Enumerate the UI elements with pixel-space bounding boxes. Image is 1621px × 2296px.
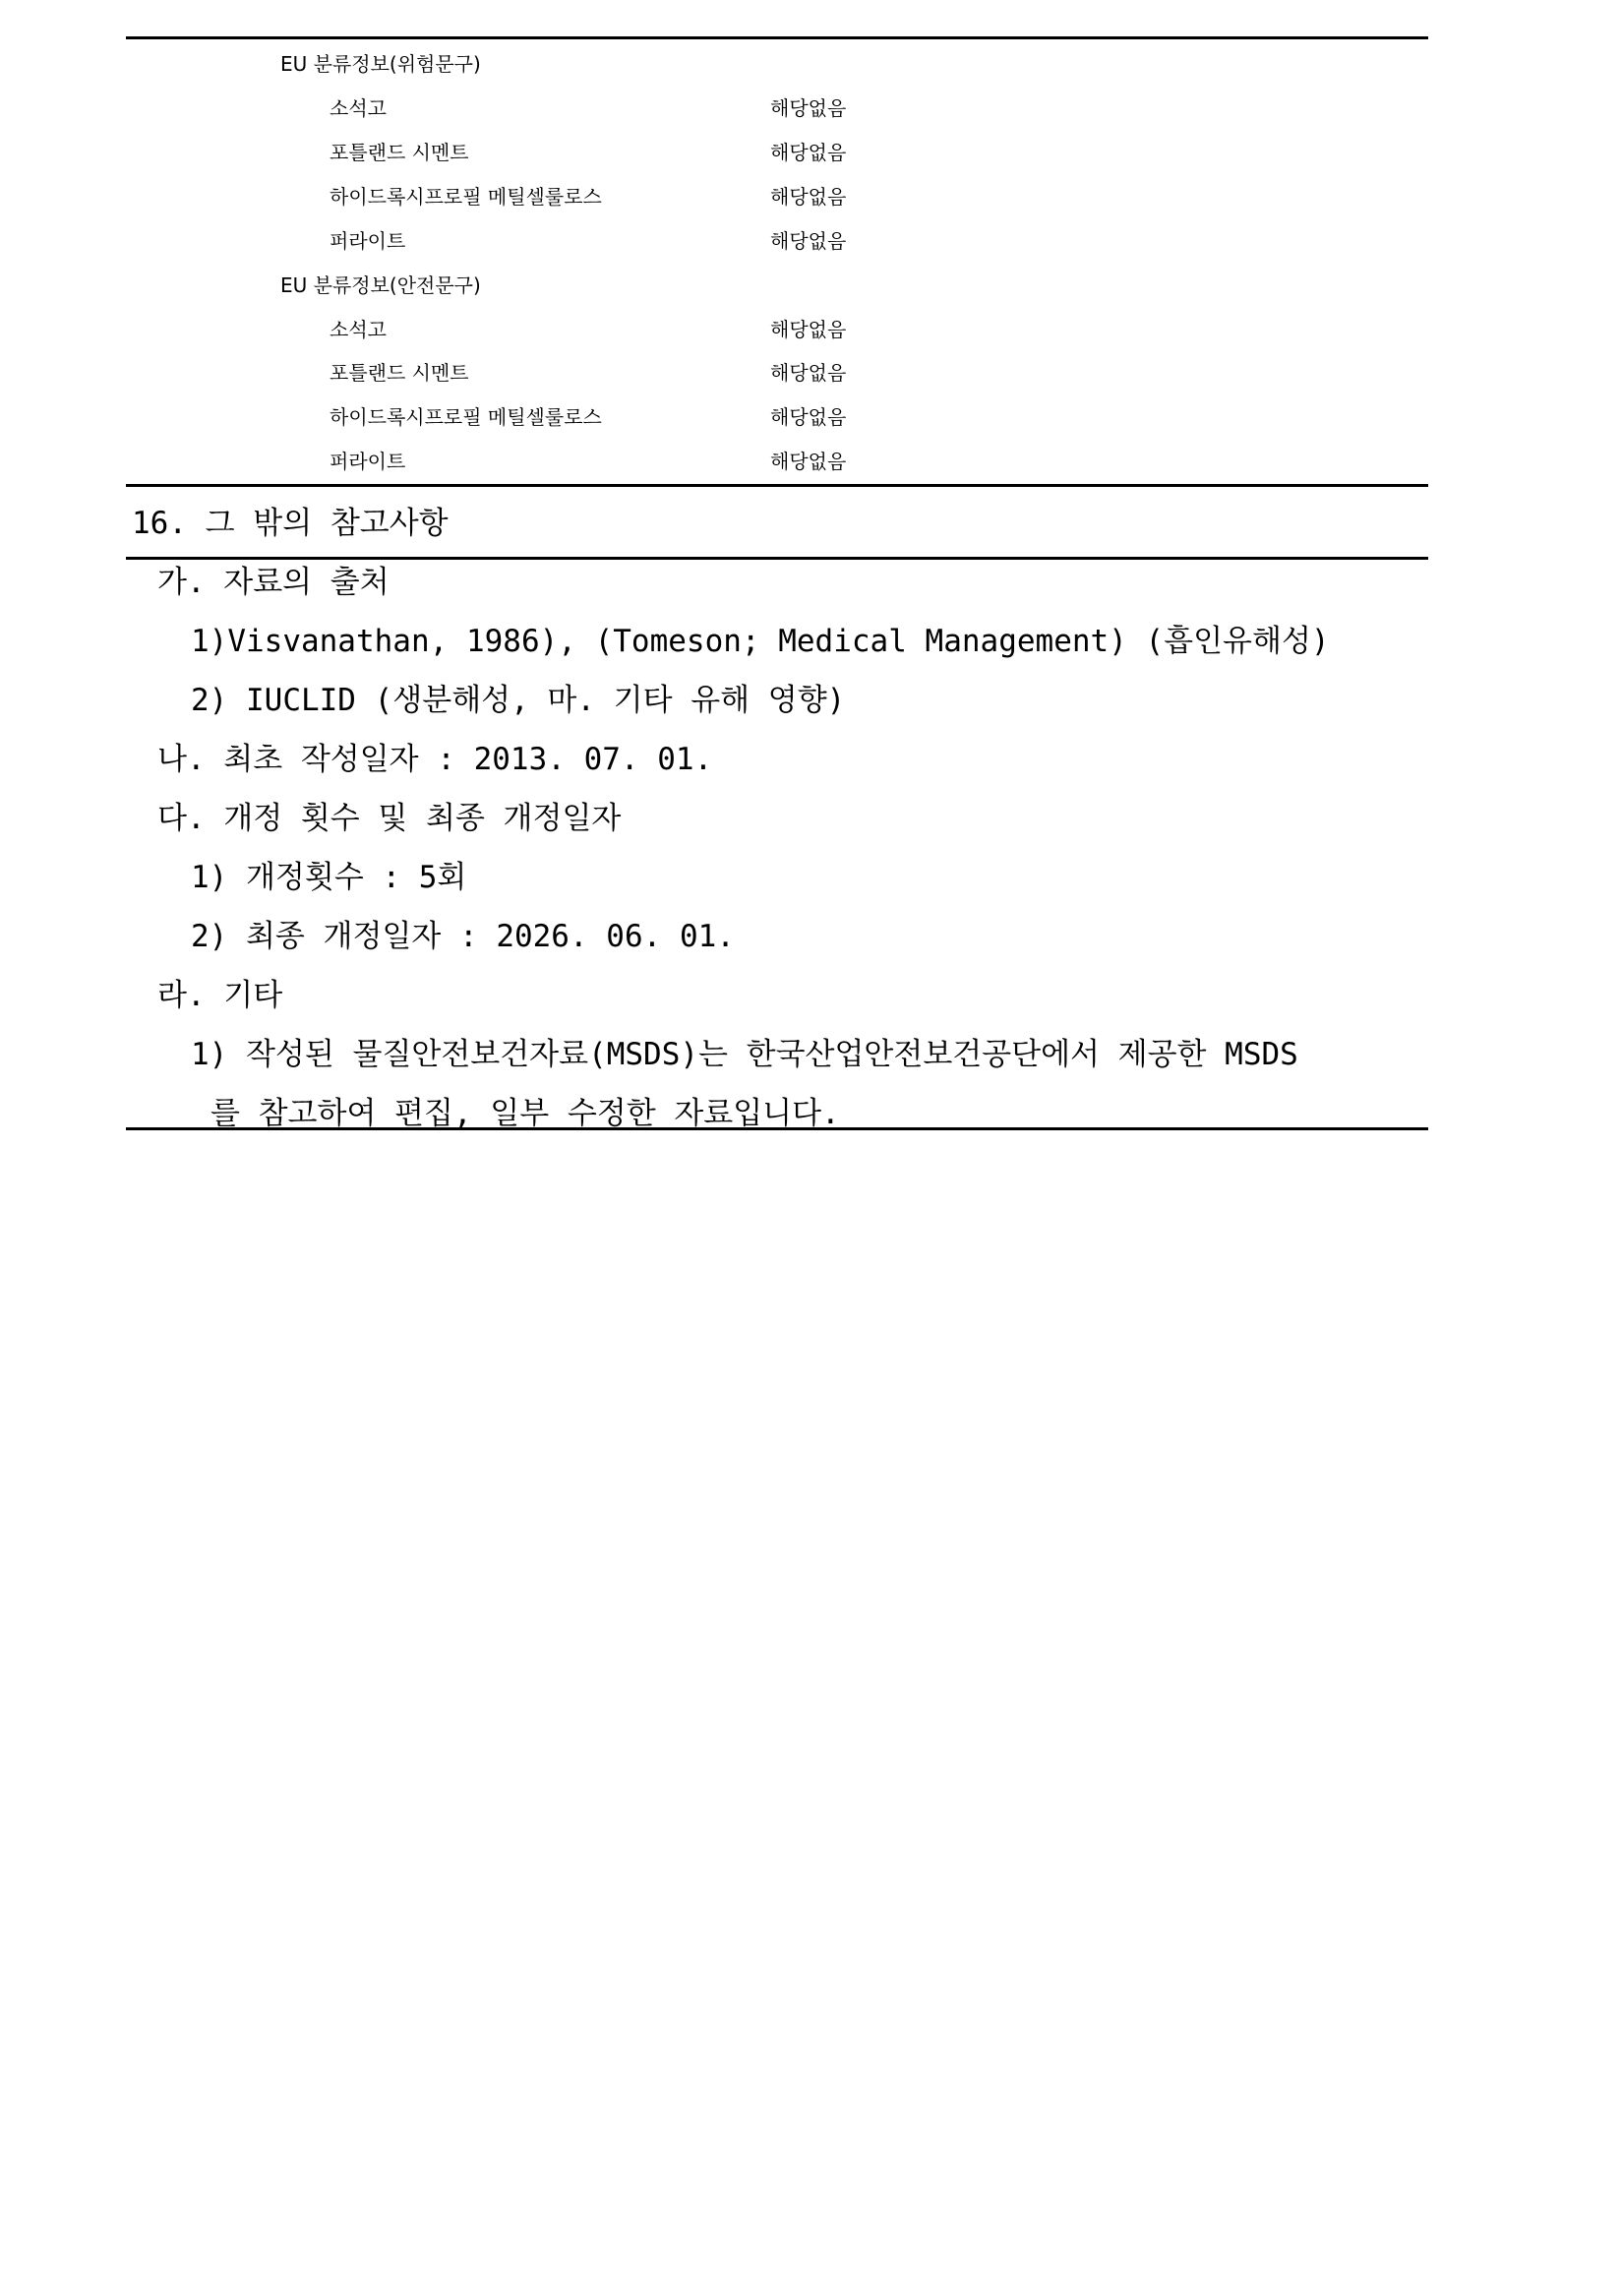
source-item: 1)Visvanathan, 1986), (Tomeson; Medical Management) (흡인유해성) [191,624,1330,659]
eu-safety-row-name: 소석고 [330,318,387,341]
eu-risk-row-value: 해당없음 [770,141,847,164]
top-rule [126,36,1428,39]
eu-safety-heading: EU 분류정보(안전문구) [280,273,481,297]
revision-heading: 다. 개정 횟수 및 최종 개정일자 [157,801,622,836]
eu-safety-row-value: 해당없음 [770,361,847,385]
eu-risk-row-name: 퍼라이트 [330,229,406,253]
eu-risk-row-name: 소석고 [330,96,387,120]
section-title-rule [126,557,1428,560]
other-note-line: 1) 작성된 물질안전보건자료(MSDS)는 한국산업안전보건공단에서 제공한 MSDS [191,1037,1298,1072]
eu-safety-row-value: 해당없음 [770,318,847,341]
eu-risk-row-value: 해당없음 [770,96,847,120]
eu-safety-row-name: 퍼라이트 [330,450,406,473]
section-divider-rule [126,484,1428,487]
eu-risk-heading: EU 분류정보(위험문구) [280,52,481,76]
eu-risk-row-name: 하이드록시프로필 메틸셀룰로스 [330,185,602,209]
eu-risk-row-name: 포틀랜드 시멘트 [330,141,469,164]
revision-count: 1) 개정횟수 : 5회 [191,860,467,895]
sources-heading: 가. 자료의 출처 [157,565,390,600]
other-heading: 라. 기타 [157,978,283,1013]
eu-safety-row-name: 포틀랜드 시멘트 [330,361,469,385]
eu-safety-row-name: 하이드록시프로필 메틸셀룰로스 [330,405,602,429]
eu-safety-row-value: 해당없음 [770,450,847,473]
eu-safety-row-value: 해당없음 [770,405,847,429]
last-revision-date: 2) 최종 개정일자 : 2026. 06. 01. [191,919,735,954]
source-item: 2) IUCLID (생분해성, 마. 기타 유해 영향) [191,683,846,718]
other-note-line: 를 참고하여 편집, 일부 수정한 자료입니다. [210,1096,840,1131]
eu-risk-row-value: 해당없음 [770,185,847,209]
eu-risk-row-value: 해당없음 [770,229,847,253]
bottom-rule [126,1127,1428,1130]
section-16-title: 16. 그 밖의 참고사항 [132,506,449,541]
first-written-date: 나. 최초 작성일자 : 2013. 07. 01. [157,742,713,777]
